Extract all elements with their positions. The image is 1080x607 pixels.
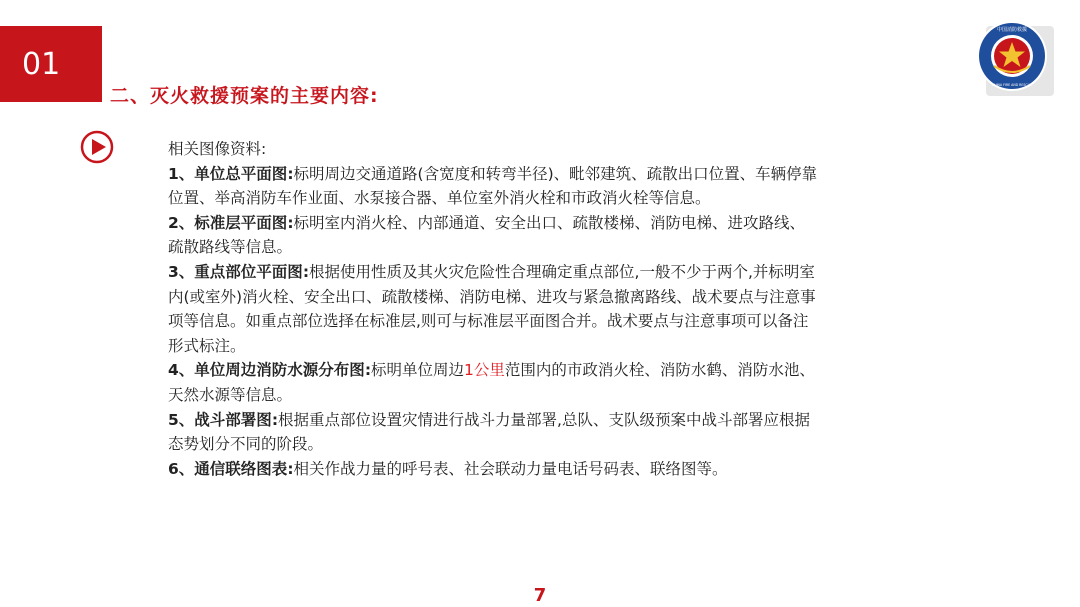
item-heading: 标准层平面图 [194, 213, 288, 232]
content-block [168, 137, 818, 481]
item-text: 相关作战力量的呼号表、社会联动力量电话号码表、联络图等。 [293, 459, 728, 478]
list-item [168, 408, 818, 457]
item-heading: 单位总平面图 [194, 164, 288, 183]
item-text: 根据使用性质及其火灾危险性合理确定重点部位,一般不少于两个,并标明室内(或室外)消火栓、安全出口、疏散楼梯、消防电梯、进攻与紧急撤离路线、战术要点与注意事项等信息。如重点部位选择在标准层,则可与标准层平面图合并。战术要点与注意事项可以备注形式标注。 [168, 262, 816, 355]
list-item [168, 211, 818, 260]
slide-number: 01 [22, 46, 61, 82]
list-item [168, 162, 818, 211]
list-item [168, 358, 818, 407]
item-number: 1、 [168, 164, 195, 183]
emblem-text-top: 中国消防救援 [996, 27, 1028, 33]
item-number: 3、 [168, 262, 195, 281]
item-heading: 单位周边消防水源分布图 [194, 361, 365, 380]
item-text-before: 标明单位周边 [371, 361, 465, 380]
distance-highlight: 1公里 [464, 361, 505, 380]
item-colon: : [287, 459, 294, 478]
item-colon: : [287, 164, 294, 183]
play-circle-icon[interactable] [80, 130, 114, 164]
section-title: 二、灭火救援预案的主要内容: [110, 85, 379, 107]
intro-text: 相关图像资料: [168, 140, 267, 158]
item-number: 2、 [168, 213, 195, 232]
item-number: 6、 [168, 459, 195, 478]
item-colon: : [364, 361, 372, 380]
emblem-text-bottom: CHINA FIRE AND RESCUE [991, 83, 1033, 87]
item-text: 标明周边交通道路(含宽度和转弯半径)、毗邻建筑、疏散出口位置、车辆停靠位置、举高消防车作业面、水泵接合器、单位室外消火栓和市政消火栓等信息。 [168, 164, 818, 208]
item-text: 标明室内消火栓、内部通道、安全出口、疏散楼梯、消防电梯、进攻路线、疏散路线等信息。 [168, 213, 806, 257]
item-colon: : [271, 410, 279, 429]
list-item [168, 457, 818, 482]
item-colon: : [302, 262, 310, 281]
item-number: 4、 [168, 361, 195, 380]
item-text: 根据重点部位设置灾情进行战斗力量部署,总队、支队级预案中战斗部署应根据态势划分不同的阶段。 [168, 410, 810, 454]
item-heading: 战斗部署图 [194, 410, 272, 429]
item-heading: 通信联络图表 [194, 459, 288, 478]
slide-number-badge [0, 26, 102, 102]
item-heading: 重点部位平面图 [194, 262, 303, 281]
page-number: 7 [533, 585, 547, 606]
item-text: 范围内的市政消火栓、消防水鹤、消防水池、天然水源等信息。 [168, 361, 815, 404]
list-item [168, 260, 818, 358]
item-number: 5、 [168, 410, 195, 429]
item-colon: : [287, 213, 294, 232]
fire-rescue-emblem-icon [976, 20, 1048, 92]
